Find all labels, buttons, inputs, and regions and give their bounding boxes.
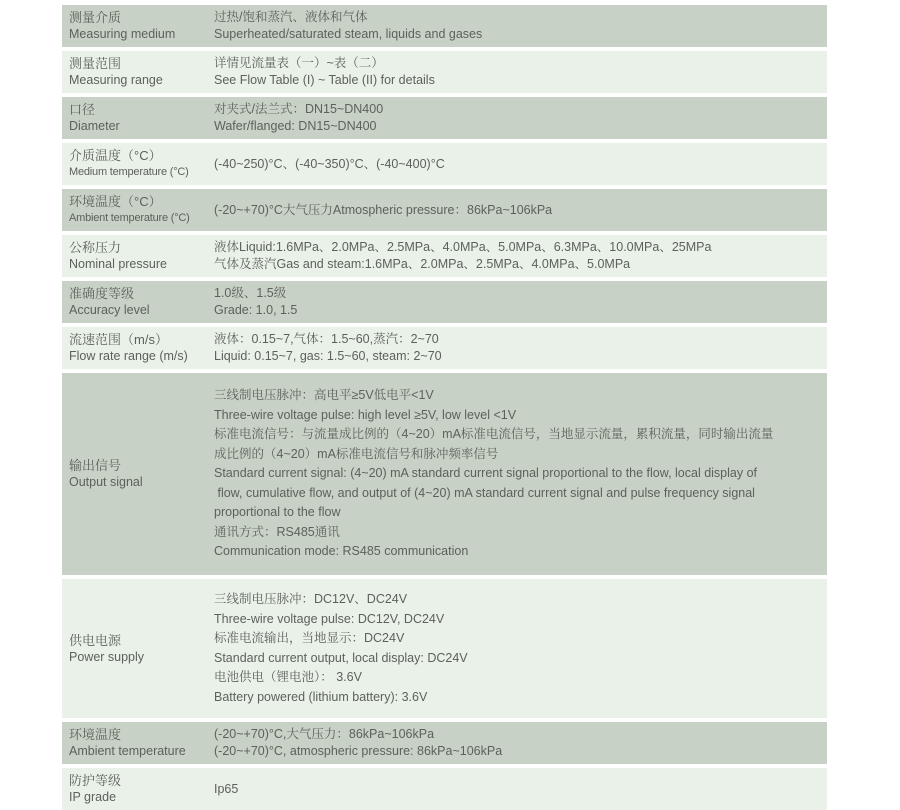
value-line: Liquid: 0.15~7, gas: 1.5~60, steam: 2~70 (214, 349, 442, 363)
value-line: proportional to the flow (214, 505, 341, 520)
label-en: Ambient temperature (°C) (69, 212, 190, 224)
table-row-ip-grade (62, 768, 827, 810)
value-line: Wafer/flanged: DN15~DN400 (214, 119, 377, 133)
label-zh: 测量范围 (69, 56, 122, 71)
value-line: Standard current output, local display: DC24V (214, 650, 468, 665)
value-line: 详情见流量表（一）~表（二） (214, 56, 384, 70)
value-line: 对夹式/法兰式：DN15~DN400 (214, 102, 384, 116)
row-value (214, 327, 827, 369)
table-row-diameter (62, 97, 827, 139)
row-value (214, 235, 827, 277)
value-line: Battery powered (lithium battery): 3.6V (214, 689, 428, 704)
label-zh: 输出信号 (69, 458, 122, 473)
row-value (214, 281, 827, 323)
row-label (62, 722, 214, 764)
value-line: 标准电流输出，当地显示：DC24V (214, 631, 405, 645)
value-line: 过热/饱和蒸汽、液体和气体 (214, 10, 368, 24)
table-row-power-supply (62, 579, 827, 718)
label-en: Medium temperature (°C) (69, 166, 189, 178)
label-en: Nominal pressure (69, 257, 167, 271)
label-en: Ambient temperature (69, 744, 186, 758)
row-value (214, 579, 827, 718)
label-en: Output signal (69, 475, 143, 489)
value-line: Standard current signal: (4~20) mA standard current signal proportional to the flow, local display of (214, 466, 758, 481)
value-line: (-20~+70)°C大气压力Atmospheric pressure：86kPa~106kPa (214, 202, 553, 217)
label-zh: 口径 (69, 102, 96, 117)
row-value (214, 143, 827, 185)
value-line: 液体：0.15~7,气体：1.5~60,蒸汽：2~70 (214, 332, 439, 346)
row-label (62, 327, 214, 369)
row-label (62, 97, 214, 139)
value-line: Superheated/saturated steam, liquids and gases (214, 27, 483, 41)
value-line: 电池供电（锂电池）： 3.6V (214, 670, 362, 684)
row-label (62, 235, 214, 277)
label-zh: 测量介质 (69, 10, 122, 25)
table-row-nominal-pressure (62, 235, 827, 277)
label-en: Power supply (69, 649, 145, 664)
value-line: 标准电流信号：与流量成比例的（4~20）mA标准电流信号，当地显示流量，累积流量，同时输出流量 (214, 427, 774, 442)
value-line: Ip65 (214, 781, 239, 796)
label-zh: 流速范围（m/s） (69, 332, 168, 347)
row-value (214, 768, 827, 810)
table-row-accuracy-level (62, 281, 827, 323)
value-line: 1.0级、1.5级 (214, 286, 287, 300)
label-en: Flow rate range (m/s) (69, 349, 188, 363)
label-en: Measuring medium (69, 27, 176, 41)
row-label (62, 189, 214, 231)
row-label (62, 143, 214, 185)
row-value (214, 189, 827, 231)
row-label (62, 579, 214, 718)
label-zh: 环境温度 (69, 727, 122, 742)
table-row-ambient-temperature-c (62, 189, 827, 231)
value-line: 气体及蒸汽Gas and steam:1.6MPa、2.0MPa、2.5MPa、4.0MPa、5.0MPa (214, 257, 631, 271)
value-line: Three-wire voltage pulse: DC12V, DC24V (214, 611, 445, 626)
label-zh: 供电电源 (69, 632, 122, 648)
table-row-measuring-range (62, 51, 827, 93)
value-line: 成比例的（4~20）mA标准电流信号和脉冲频率信号 (214, 446, 499, 461)
label-en: Measuring range (69, 73, 163, 87)
value-line: 液体Liquid:1.6MPa、2.0MPa、2.5MPa、4.0MPa、5.0MPa、6.3MPa、10.0MPa、25MPa (214, 240, 712, 254)
value-line: 三线制电压脉冲：DC12V、DC24V (214, 592, 408, 606)
value-line: (-20~+70)°C, atmospheric pressure: 86kPa~106kPa (214, 744, 503, 758)
value-line: Grade: 1.0, 1.5 (214, 303, 298, 317)
label-zh: 防护等级 (69, 773, 122, 788)
row-label (62, 373, 214, 575)
value-line: See Flow Table (I) ~ Table (II) for details (214, 73, 435, 87)
row-label (62, 768, 214, 810)
table-row-flow-rate-range (62, 327, 827, 369)
value-line: (-40~250)°C、(-40~350)°C、(-40~400)°C (214, 156, 445, 171)
label-zh: 准确度等级 (69, 286, 135, 301)
table-row-output-signal (62, 373, 827, 575)
label-en: IP grade (69, 790, 117, 804)
table-row-measuring-medium (62, 5, 827, 47)
row-value (214, 5, 827, 47)
label-zh: 环境温度（°C） (69, 194, 162, 209)
table-row-ambient-temperature (62, 722, 827, 764)
label-en: Accuracy level (69, 303, 150, 317)
value-line: (-20~+70)°C,大气压力：86kPa~106kPa (214, 727, 435, 741)
table-row-medium-temperature (62, 143, 827, 185)
row-label (62, 281, 214, 323)
row-label (62, 51, 214, 93)
value-line: Communication mode: RS485 communication (214, 544, 469, 559)
value-line: 通讯方式：RS485通讯 (214, 524, 340, 539)
label-zh: 公称压力 (69, 240, 122, 255)
row-value (214, 722, 827, 764)
row-value (214, 97, 827, 139)
value-line: Three-wire voltage pulse: high level ≥5V, low level <1V (214, 407, 517, 422)
label-en: Diameter (69, 119, 120, 133)
row-label (62, 5, 214, 47)
row-value (214, 373, 827, 575)
value-line: 三线制电压脉冲：高电平≥5V低电平<1V (214, 388, 434, 403)
row-value (214, 51, 827, 93)
spec-table (62, 5, 827, 810)
value-line: flow, cumulative flow, and output of (4~20) mA standard current signal and pulse frequency signal (214, 485, 755, 500)
label-zh: 介质温度（°C） (69, 148, 162, 163)
